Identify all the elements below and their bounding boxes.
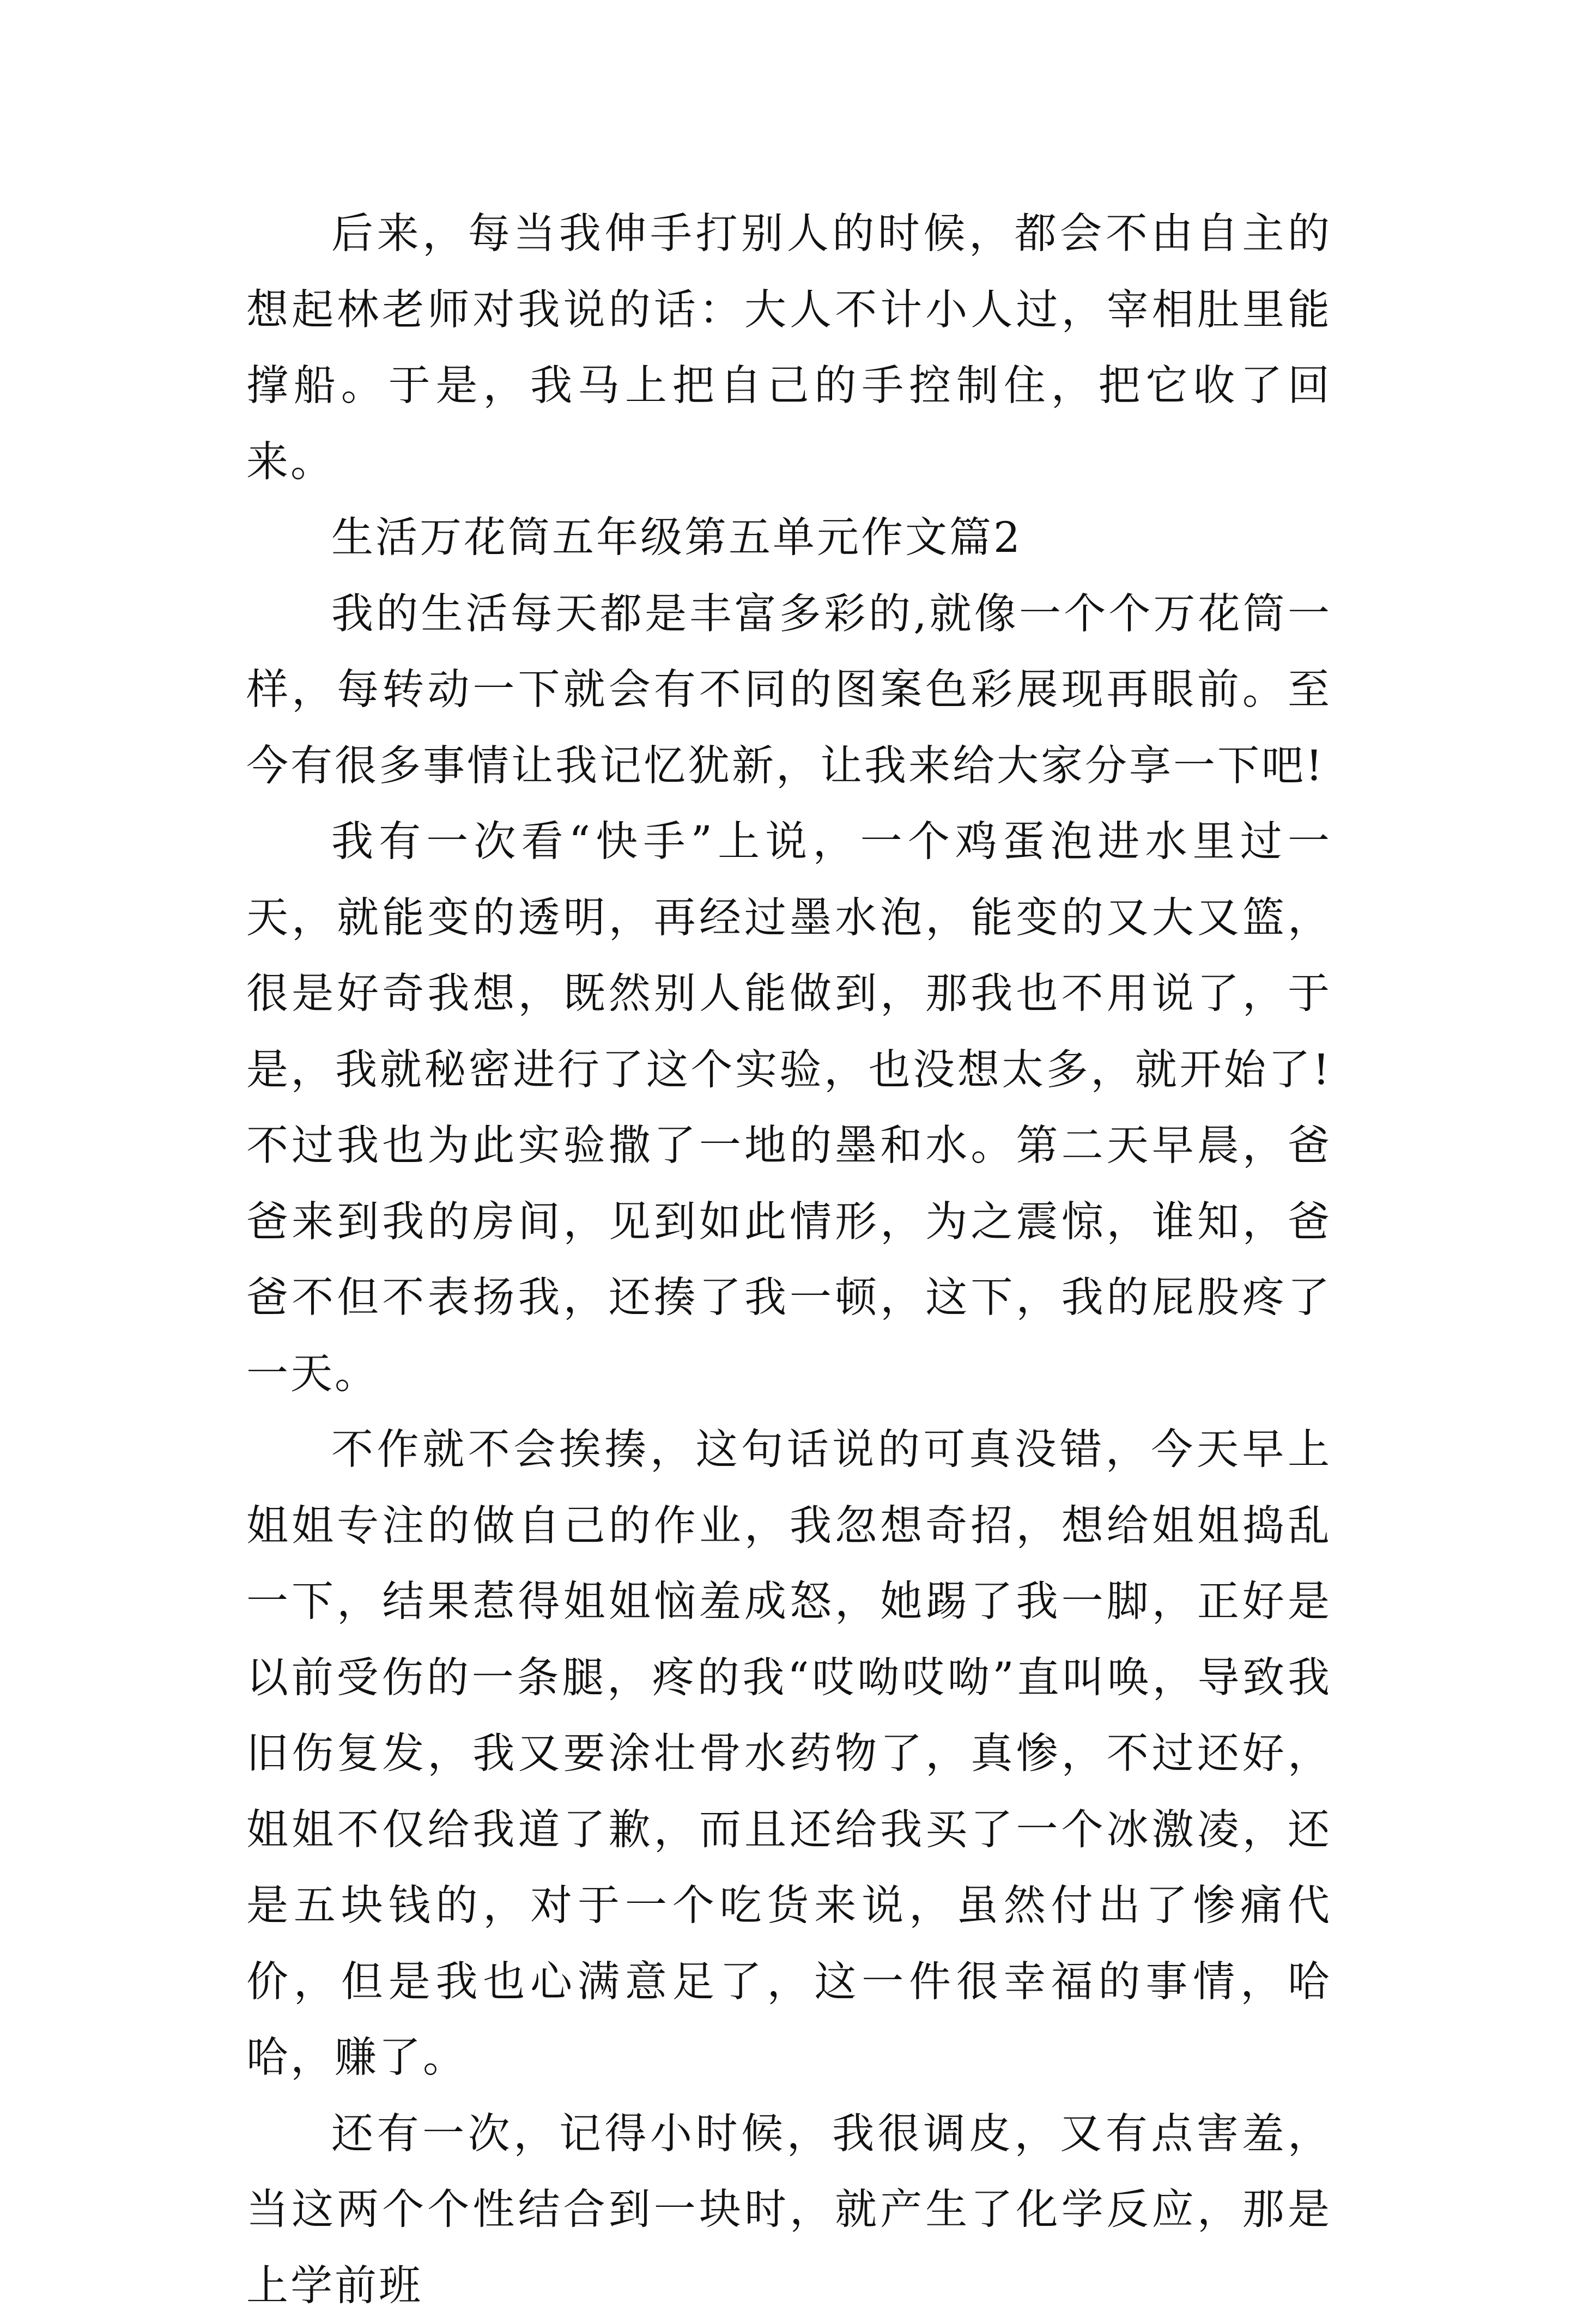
paragraph-1: 后来，每当我伸手打别人的时候，都会不由自主的想起林老师对我说的话：大人不计小人过，宰相肚里能撑船。于是，我马上把自己的手控制住，把它收了回来。 bbox=[246, 196, 1332, 500]
paragraph-6: 还有一次，记得小时候，我很调皮，又有点害羞，当这两个个性结合到一块时，就产生了化学反应，那是上学前班 bbox=[246, 2096, 1332, 2324]
paragraph-5: 不作就不会挨揍，这句话说的可真没错，今天早上姐姐专注的做自己的作业，我忽想奇招，想给姐姐捣乱一下，结果惹得姐姐恼羞成怒，她踢了我一脚，正好是以前受伤的一条腿，疼的我“哎呦哎呦”直叫唤，导致我旧伤复发，我又要涂壮骨水药物了，真惨，不过还好，姐姐不仅给我道了歉，而且还给我买了一个冰激凌，还是五块钱的，对于一个吃货来说，虽然付出了惨痛代价，但是我也心满意足了，这一件很幸福的事情，哈哈，赚了。 bbox=[246, 1412, 1332, 2096]
document-body bbox=[246, 196, 1332, 2324]
paragraph-4: 我有一次看“快手”上说，一个鸡蛋泡进水里过一天，就能变的透明，再经过墨水泡，能变的又大又篮，很是好奇我想，既然别人能做到，那我也不用说了，于是，我就秘密进行了这个实验，也没想太多，就开始了!不过我也为此实验撒了一地的墨和水。第二天早晨，爸爸来到我的房间，见到如此情形，为之震惊，谁知，爸爸不但不表扬我，还揍了我一顿，这下，我的屁股疼了一天。 bbox=[246, 804, 1332, 1412]
paragraph-3: 我的生活每天都是丰富多彩的,就像一个个万花筒一样，每转动一下就会有不同的图案色彩展现再眼前。至今有很多事情让我记忆犹新，让我来给大家分享一下吧! bbox=[246, 576, 1332, 805]
section-heading: 生活万花筒五年级第五单元作文篇2 bbox=[246, 500, 1332, 576]
